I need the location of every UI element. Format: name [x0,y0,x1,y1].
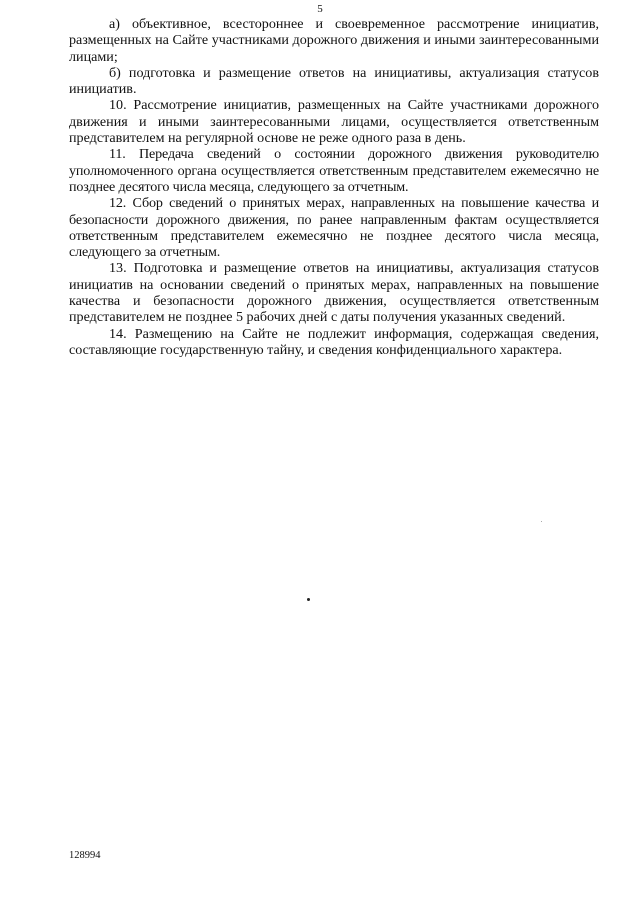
paragraph-13: 13. Подготовка и размещение ответов на инициативы, актуализация статусов инициатив на основании сведений о принятых мерах, направленных на повышение качества и безопасности дорожного движения, осуществляется ответственным представителем не позднее 5 рабочих дней с даты получения указанных сведений. [69,260,599,326]
paragraph-11: 11. Передача сведений о состоянии дорожного движения руководителю уполномоченного органа осуществляется ответственным представителем ежемесячно не позднее десятого числа месяца, следующего за отчетным. [69,146,599,195]
paragraph-10: 10. Рассмотрение инициатив, размещенных на Сайте участниками дорожного движения и иными заинтересованными лицами, осуществляется ответственным представителем на регулярной основе не реже одного раза в день. [69,97,599,147]
scan-speck [307,598,310,601]
paragraph-b: б) подготовка и размещение ответов на инициативы, актуализация статусов инициатив. [69,64,599,98]
paragraph-12: 12. Сбор сведений о принятых мерах, направленных на повышение качества и безопасности дорожного движения, по ранее направленным фактам осуществляется ответственным представителем ежемесячно не позднее десятого числа месяца, следующего за отчетным. [69,195,599,261]
document-code: 128994 [69,850,101,861]
paragraph-a: а) объективное, всестороннее и своевременное рассмотрение инициатив, размещенных на Сайте участниками дорожного движения и иными заинтересованными лицами; [69,16,599,65]
scan-speck-light [541,521,542,522]
document-body [69,16,599,358]
paragraph-14: 14. Размещению на Сайте не подлежит информация, содержащая сведения, составляющие государственную тайну, и сведения конфиденциального характера. [69,325,599,358]
page-number: 5 [317,3,323,15]
